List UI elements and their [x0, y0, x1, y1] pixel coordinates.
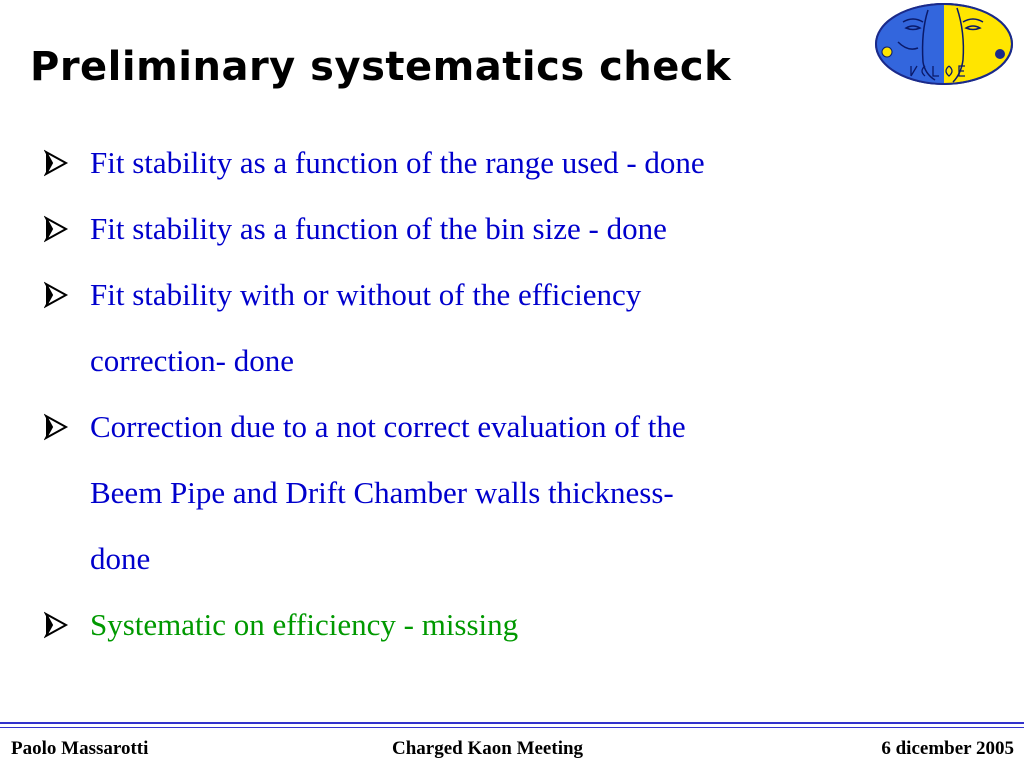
bullet-item-efficiency-systematic	[44, 592, 944, 658]
arrow-bullet-icon	[44, 196, 70, 262]
bullet-text-line-2: correction- done	[90, 343, 294, 378]
bullet-text-line-3: done	[90, 541, 151, 576]
footer-date: 6 dicember 2005	[881, 738, 1014, 759]
bullet-list	[44, 130, 944, 658]
bullet-text: Fit stability as a function of the range used - done	[90, 145, 705, 180]
arrow-bullet-icon	[44, 130, 70, 196]
arrow-bullet-icon	[44, 394, 70, 460]
bullet-text: Systematic on efficiency - missing	[90, 607, 519, 642]
bullet-item-beam-pipe-correction	[44, 394, 944, 592]
footer-event: Charged Kaon Meeting	[392, 738, 584, 759]
bullet-item-range	[44, 130, 944, 196]
bullet-text-line-1: Fit stability with or without of the efficiency	[90, 277, 642, 312]
arrow-bullet-icon	[44, 592, 70, 658]
slide-title: Preliminary systematics check	[30, 44, 732, 90]
arrow-bullet-icon	[44, 262, 70, 328]
bullet-text-line-2: Beem Pipe and Drift Chamber walls thickness-	[90, 475, 674, 510]
footer-divider	[0, 722, 1024, 724]
footer-author: Paolo Massarotti	[11, 738, 149, 759]
bullet-item-efficiency-correction	[44, 262, 944, 394]
bullet-item-bin-size	[44, 196, 944, 262]
bullet-text-line-1: Correction due to a not correct evaluation of the	[90, 409, 686, 444]
bullet-text: Fit stability as a function of the bin size - done	[90, 211, 667, 246]
kloe-logo-icon	[873, 2, 1015, 86]
footer-divider-thin	[0, 727, 1024, 728]
